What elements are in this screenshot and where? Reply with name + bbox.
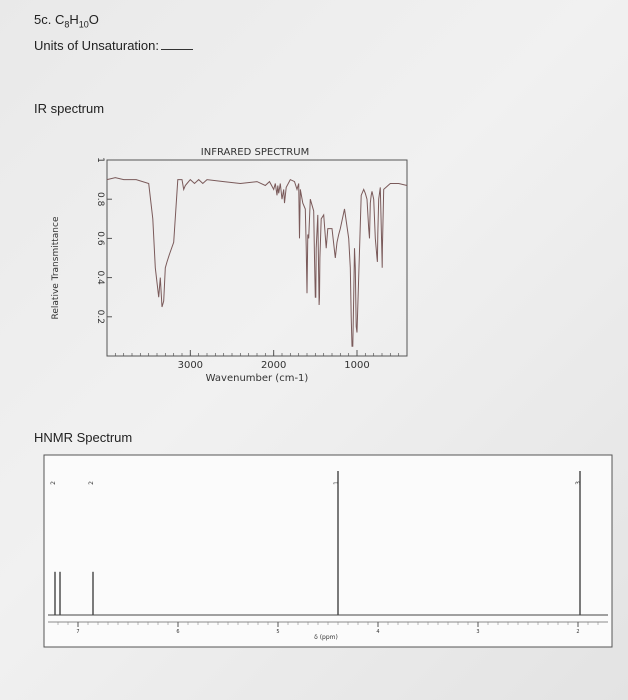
ir-y-ticks	[95, 157, 112, 324]
formula-element: H	[69, 12, 79, 27]
question-number: 5c.	[34, 12, 52, 27]
nmr-x-tick-label: 5	[276, 629, 280, 635]
hnmr-spectrum-chart	[44, 455, 612, 647]
ir-y-tick-label: 0.2	[95, 309, 105, 324]
nmr-x-axis-label: δ (ppm)	[314, 634, 338, 641]
ir-spectrum-chart	[40, 140, 430, 390]
nmr-x-tick-label: 2	[576, 629, 580, 635]
units-label: Units of Unsaturation:	[34, 38, 160, 53]
nmr-x-tick-label: 7	[76, 629, 80, 635]
molecular-formula	[54, 12, 99, 30]
formula-subscript: 10	[78, 19, 89, 30]
nmr-section-label: HNMR Spectrum	[34, 430, 133, 445]
nmr-integration-label: 2	[88, 481, 95, 485]
question-title	[34, 12, 99, 30]
ir-y-tick-label: 1	[95, 157, 105, 163]
nmr-plot-frame	[44, 455, 612, 647]
nmr-x-tick-label: 6	[176, 629, 180, 635]
ir-x-tick-label: 3000	[177, 360, 204, 371]
nmr-x-tick-label: 4	[376, 629, 380, 635]
nmr-integration-label: 3	[575, 481, 582, 485]
formula-element: C	[54, 12, 65, 27]
ir-y-axis-label: Relative Transmittance	[51, 216, 61, 320]
units-line	[34, 38, 193, 53]
ir-y-tick-label: 0.4	[95, 270, 105, 285]
nmr-integration-label: 1	[333, 481, 340, 485]
ir-x-axis-label: Wavenumber (cm-1)	[205, 373, 309, 384]
ir-x-ticks	[115, 350, 398, 371]
ir-x-tick-label: 2000	[260, 360, 287, 371]
ir-y-tick-label: 0.6	[95, 231, 105, 246]
ir-x-tick-label: 1000	[344, 360, 370, 371]
answer-blank[interactable]	[161, 49, 193, 50]
ir-chart-title: INFRARED SPECTRUM	[200, 147, 310, 158]
ir-spectrum-trace	[107, 178, 407, 347]
ir-y-tick-label: 0.8	[95, 192, 105, 207]
formula-element: O	[88, 12, 99, 27]
ir-section-label: IR spectrum	[34, 101, 105, 116]
formula-subscript: 8	[64, 19, 70, 30]
nmr-integration-label: 2	[50, 481, 57, 485]
ir-plot-frame	[107, 160, 407, 356]
nmr-x-tick-label: 3	[476, 629, 480, 635]
